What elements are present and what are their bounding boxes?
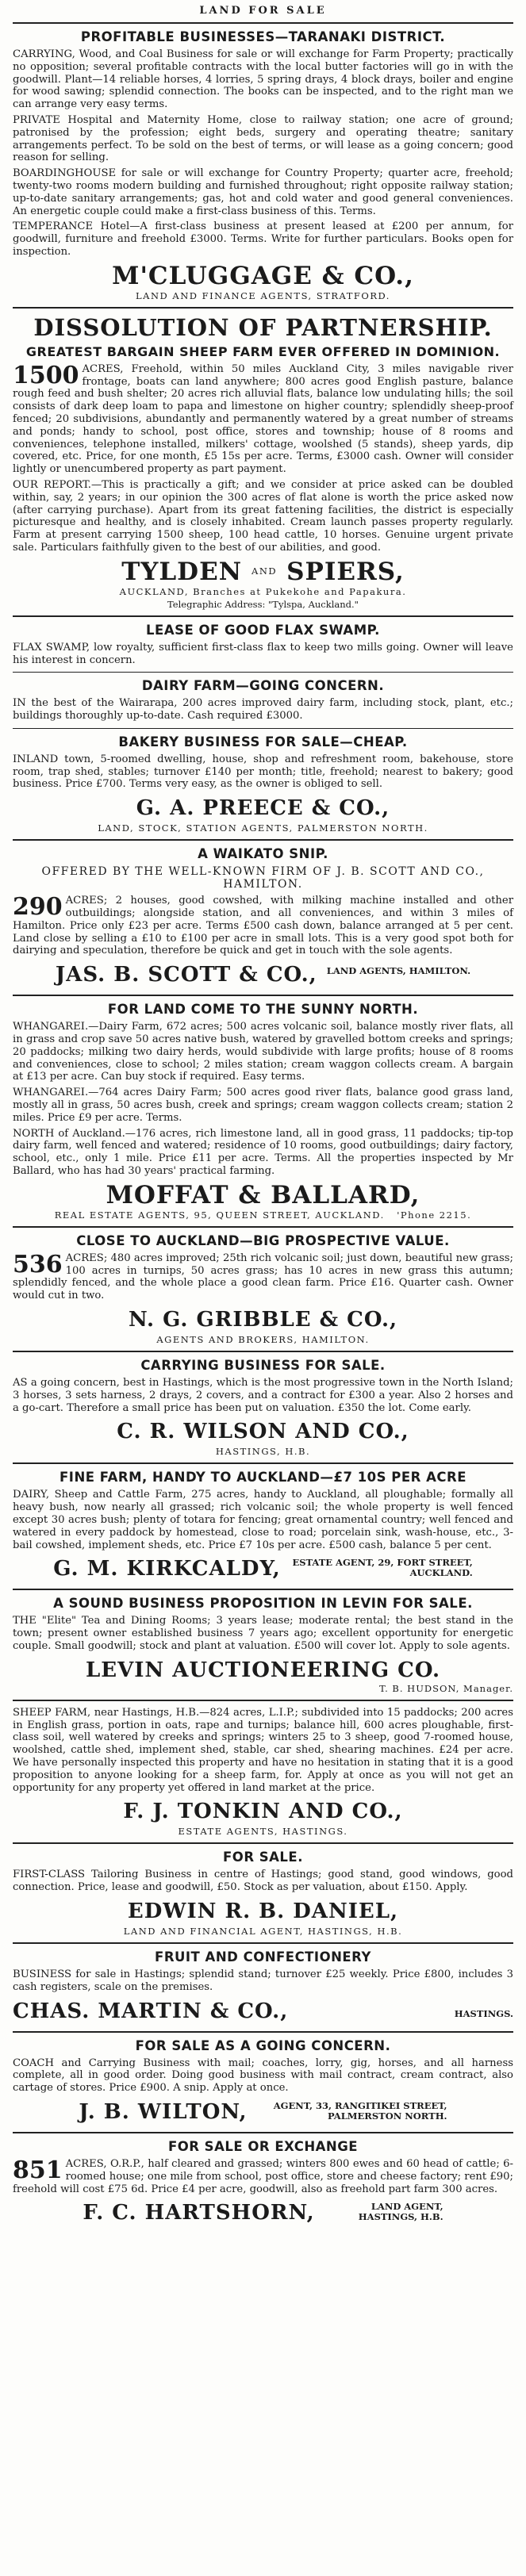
ad-fruit-confectionery	[13, 1949, 513, 2026]
divider	[13, 1942, 513, 1944]
divider	[13, 1589, 513, 1590]
ad-heading: CARRYING BUSINESS FOR SALE.	[140, 1358, 386, 1374]
masthead: LAND FOR SALE	[199, 5, 327, 17]
lead-number: 536	[13, 1250, 63, 1278]
ad-heading: FOR SALE AS A GOING CONCERN.	[135, 2037, 391, 2053]
firm-phone: 'Phone 2215.	[397, 1209, 472, 1221]
ad-heading: CLOSE TO AUCKLAND—BIG PROSPECTIVE VALUE.	[76, 1232, 450, 1248]
ad-paragraph: TEMPERANCE Hotel—A first-class business at present leased at £200 per annum, for goodwill, furniture and freehold £3000. Terms. Write for further particulars. Books open for inspection.	[13, 220, 513, 258]
firm-subtitle: HASTINGS, H.B.	[215, 1446, 311, 1458]
ad-tailoring-business	[13, 1850, 513, 1937]
firm-name: J. B. WILTON,	[79, 2099, 248, 2124]
firm-name: M'CLUGGAGE & CO.,	[112, 261, 414, 290]
ad-bakery	[13, 734, 513, 834]
ad-paragraph: IN the best of the Wairarapa, 200 acres improved dairy farm, including stock, plant, etc.; buildings thoroughly up-to-date. Cash required £3000.	[13, 697, 513, 723]
ad-heading: DISSOLUTION OF PARTNERSHIP.	[33, 313, 493, 341]
firm-row	[13, 2198, 513, 2227]
ad-heading: A WAIKATO SNIP.	[198, 846, 328, 862]
firm-row	[13, 960, 513, 989]
lead-number: 851	[13, 2156, 63, 2184]
ad-coach-business	[13, 2038, 513, 2126]
ad-heading: A SOUND BUSINESS PROPOSITION IN LEVIN FOR SALE.	[53, 1596, 473, 1612]
ad-paragraph: DAIRY, Sheep and Cattle Farm, 275 acres, handy to Auckland, all ploughable; formally all heavy bush, now nearly all grassed; rich volcanic soil; the whole property is well fenced except 30 acres bush; plenty of totara for fencing; great ornamental country; well fenced and watered in every paddock by homestead, close to road; porcelain sink, wash-house, etc., 3-bail cowshed, implement sheds, etc. Price £7 10s per acre. £500 cash, balance 5 per cent.	[13, 1489, 513, 1551]
firm-aside: HASTINGS.	[454, 2007, 513, 2019]
ad-paragraph-text: ACRES; 2 houses, good cowshed, with milking machine installed and other outbuildings; alongside station, and all conveniences, and within 3 miles of Hamilton. Price only £23 per acre. Terms £500 cash down, balance arranged at 5 per cent. Land close by selling a £10 to £100 per acre in small lots. This is a very good spot both for dairying and speculation, therefore be quick and get in touch with the sole agents.	[13, 895, 513, 957]
firm-row	[13, 1554, 513, 1583]
ad-flax-swamp	[13, 623, 513, 667]
ad-paragraph: OUR REPORT.—This is practically a gift; and we consider at price asked can be doubled within, say, 2 years; in our opinion the 300 acres of flat alone is worth the price asked now (after carrying purchase). Apart from its great fattening facilities, the district is especially picturesque and healthy, and is closely inhabited. Cream launch passes property regularly. Farm at present carrying 1500 sheep, 100 head cattle, 10 horses. Genuine urgent private sale. Particulars faithfully given to the best of our abilities, and good.	[13, 478, 513, 554]
firm-address: REAL ESTATE AGENTS, 95, QUEEN STREET, AUCKLAND.	[54, 1209, 385, 1221]
divider	[13, 1226, 513, 1228]
divider	[13, 615, 513, 617]
firm-row	[13, 558, 513, 586]
divider	[13, 995, 513, 996]
ad-paragraph: BUSINESS for sale in Hastings; splendid stand; turnover £25 weekly. Price £800, includes 3 cash registers, scale on the premises.	[13, 1968, 513, 1993]
ad-waikato-snip	[13, 846, 513, 989]
firm-aside: ESTATE AGENT, 29, FORT STREET, AUCKLAND.	[292, 1557, 473, 1579]
lead-number: 1500	[13, 361, 79, 389]
ad-subheading: GREATEST BARGAIN SHEEP FARM EVER OFFERED IN DOMINION.	[25, 343, 501, 359]
divider	[13, 1462, 513, 1464]
divider	[13, 22, 513, 24]
firm-name: G. A. PREECE & CO.,	[136, 796, 390, 821]
ad-levin-business	[13, 1596, 513, 1693]
ad-heading: FINE FARM, HANDY TO AUCKLAND—£7 10S PER ACRE	[60, 1470, 466, 1485]
ad-heading: PROFITABLE BUSINESSES—TARANAKI DISTRICT.	[80, 29, 446, 44]
firm-and: AND	[251, 565, 278, 577]
firm-name: G. M. KIRKCALDY,	[53, 1557, 281, 1581]
firm-subtitle: LAND AND FINANCIAL AGENT, HASTINGS, H.B.	[123, 1925, 403, 1937]
ad-paragraph-text: ACRES, Freehold, within 50 miles Auckland City, 3 miles navigable river frontage, boats can land anywhere; 800 acres good English pasture, balance rough feed and bush shelter; 20 acres rich alluvial flats, balance low undulating hills; the soil consists of dark deep loam to papa and limestone on higher country; splendidly sheep-proof fenced; 20 subdivisions, abundantly and permanently watered by a great number of streams and ponds; handy to school, post office, stores and township; house of 8 rooms and conveniences, telephone installed, milkers' cottage, woolshed (5 stands), sheep yards, dip covered, etc. Price, for one month, £5 15s per acre. Terms, £3000 cash. Owner will consider lightly or unencumbered property as part payment.	[13, 362, 513, 476]
ad-close-to-auckland	[13, 1233, 513, 1345]
divider	[13, 2031, 513, 2033]
ad-heading: FRUIT AND CONFECTIONERY	[155, 1949, 371, 1965]
ad-paragraph: WHANGAREI.—Dairy Farm, 672 acres; 500 acres volcanic soil, balance mostly river flats, all in grass and crop save 50 acres native bush, watered by gravelled bottom creeks and springs; 20 paddocks; milking two dairy herds, would subdivide with large profits; house of 8 rooms and conveniences, close to school; 2 miles station; cream waggon collects cream. A bargain at £13 per acre. Can buy stock if required. Easy terms.	[13, 1021, 513, 1083]
ad-heading: BAKERY BUSINESS FOR SALE—CHEAP.	[118, 734, 408, 749]
firm-subtitle: LAND AND FINANCE AGENTS, STRATFORD.	[136, 289, 390, 301]
firm-name: MOFFAT & BALLARD,	[106, 1180, 420, 1209]
ad-paragraph	[13, 2158, 513, 2195]
divider	[13, 1351, 513, 1352]
firm-name: F. J. TONKIN AND CO.,	[123, 1800, 403, 1824]
firm-name-right: SPIERS,	[286, 557, 405, 586]
ad-taranaki-businesses	[13, 29, 513, 301]
firm-subtitle	[13, 1209, 513, 1221]
firm-name: F. C. HARTSHORN,	[83, 2201, 315, 2225]
ad-paragraph	[13, 1252, 513, 1302]
ad-paragraph: THE "Elite" Tea and Dining Rooms; 3 years lease; moderate rental; the best stand in the town; present owner established business 7 years ago; excellent opportunity for energetic couple. Small goodwill; stock and plant at valuation. £500 will cover lot. Apply to sole agents.	[13, 1615, 513, 1652]
ad-dairy-farm	[13, 678, 513, 723]
telegraphic-address: Telegraphic Address: "Tylspa, Auckland."	[167, 598, 359, 610]
firm-subtitle: AUCKLAND, Branches at Pukekohe and Papakura.	[119, 585, 407, 597]
firm-name-left: TYLDEN	[121, 557, 243, 586]
firm-name: EDWIN R. B. DANIEL,	[127, 1899, 399, 1923]
firm-aside: LAND AGENTS, HAMILTON.	[326, 965, 471, 977]
firm-name: C. R. WILSON AND CO.,	[117, 1420, 409, 1444]
ad-paragraph: BOARDINGHOUSE for sale or will exchange for Country Property; quarter acre, freehold; twenty-two rooms modern building and furnished throughout; right opposite railway station; up-to-date sanitary arrangements; gas, hot and cold water and good general conveniences. An energetic couple could make a first-class business of this. Terms.	[13, 167, 513, 217]
ad-paragraph: CARRYING, Wood, and Coal Business for sale or will exchange for Farm Property; practically no opposition; several profitable contracts with the local butter factories will go in with the goodwill. Plant—14 reliable horses, 4 lorries, 5 spring drays, 4 block drays, boiler and engine for wood sawing; splendid connection. The books can be inspected, and to the right man we can arrange very easy terms.	[13, 48, 513, 111]
firm-name: CHAS. MARTIN & CO.,	[13, 1999, 289, 2023]
divider	[13, 2132, 513, 2133]
firm-name: JAS. B. SCOTT & CO.,	[55, 963, 317, 987]
ad-paragraph: COACH and Carrying Business with mail; coaches, lorry, gig, horses, and all harness complete, all in good order. Doing good business with mail contract, cream contract, also cartage of stores. Price £900. A snip. Apply at once.	[13, 2057, 513, 2095]
ad-paragraph: SHEEP FARM, near Hastings, H.B.—824 acres, L.I.P.; subdivided into 15 paddocks; 200 acres in English grass, portion in oats, rape and turnips; balance hill, 600 acres ploughable, first-class soil, well watered by creeks and springs; winters 25 to 3 sheep, good 7-roomed house, woolshed, cattle shed, implement shed, stable, car shed, shearing machines. £24 per acre. We have personally inspected this property and have no hesitation in stating that it is a good proposition to anyone looking for a sheep farm, for. Apply at once as you will not get an opportunity for any property yet offered in land market at the price.	[13, 1706, 513, 1794]
divider	[13, 728, 513, 729]
firm-row	[13, 1997, 513, 2026]
ad-paragraph-text: ACRES; 480 acres improved; 25th rich volcanic soil; just down, beautiful new grass; 100 acres in turnips, 50 acres grass; has 10 acres in new grass this autumn; splendidly fenced, and the whole place a good clean farm. Price £16. Quarter cash. Owner would cut in two.	[13, 1252, 513, 1302]
ad-subheading: OFFERED BY THE WELL-KNOWN FIRM OF J. B. SCOTT AND CO., HAMILTON.	[41, 865, 485, 891]
ad-paragraph: FIRST-CLASS Tailoring Business in centre of Hastings; good stand, good windows, good connection. Price, lease and goodwill, £50. Stock as per valuation, about £150. Apply.	[13, 1869, 513, 1894]
ad-paragraph: INLAND town, 5-roomed dwelling, house, shop and refreshment room, bakehouse, store room, trap shed, stables; turnover £140 per month; title, freehold; nearest to bakery; good business. Price £700. Terms very easy, as the owner is obliged to sell.	[13, 753, 513, 791]
firm-subtitle: LAND, STOCK, STATION AGENTS, PALMERSTON NORTH.	[98, 822, 428, 834]
ad-paragraph-text: ACRES, O.R.P., half cleared and grassed; winters 800 ewes and 60 head of cattle; 6-roomed house; one mile from school, post office, store and cheese factory; rent £90; freehold will cost £75 6d. Price £4 per acre, goodwill, also as freehold part farm 300 acres.	[13, 2157, 513, 2195]
firm-row	[13, 2098, 513, 2126]
ad-paragraph: AS a going concern, best in Hastings, which is the most progressive town in the North Island; 3 horses, 3 sets harness, 2 drays, 2 covers, and a contract for £300 a year. Also 2 horses and a go-cart. Therefore a small price has been put on valuation. £350 the lot. Come early.	[13, 1377, 513, 1414]
ad-paragraph: NORTH of Auckland.—176 acres, rich limestone land, all in good grass, 11 paddocks; tip-top dairy farm, well fenced and watered; residence of 10 rooms, good outbuildings; dairy factory, school, etc., only 1 mile. Price £11 per acre. Terms. All the properties inspected by Mr Ballard, who has had 30 years' practical farming.	[13, 1127, 513, 1178]
ad-sheep-farm-hastings	[13, 1707, 513, 1838]
divider	[13, 672, 513, 673]
ad-heading: FOR LAND COME TO THE SUNNY NORTH.	[107, 1002, 419, 1018]
ad-heading: DAIRY FARM—GOING CONCERN.	[141, 678, 385, 694]
divider	[13, 1842, 513, 1844]
ad-paragraph	[13, 895, 513, 957]
ad-fine-farm-auckland	[13, 1470, 513, 1583]
ad-sale-or-exchange	[13, 2139, 513, 2227]
ad-paragraph: PRIVATE Hospital and Maternity Home, close to railway station; one acre of ground; patronised by the profession; eight beds, surgery and operating theatre; sanitary arrangements perfect. To be sold on the best of terms, or will lease as a going concern; good reason for selling.	[13, 113, 513, 164]
divider	[13, 1700, 513, 1701]
ad-heading: FOR SALE OR EXCHANGE	[167, 2138, 359, 2154]
lead-number: 290	[13, 893, 63, 922]
divider	[13, 307, 513, 309]
firm-subtitle: AGENTS AND BROKERS, HAMILTON.	[156, 1334, 370, 1346]
ad-heading: LEASE OF GOOD FLAX SWAMP.	[146, 622, 380, 638]
ad-paragraph: WHANGAREI.—764 acres Dairy Farm; 500 acres good river flats, balance good grass land, mostly all in grass, 50 acres bush, creek and springs; cream waggon collects cream; station 2 miles. Price £9 per acre. Terms.	[13, 1087, 513, 1124]
firm-subtitle: ESTATE AGENTS, HASTINGS.	[178, 1826, 348, 1838]
firm-aside: AGENT, 33, RANGITIKEI STREET, PALMERSTON NORTH.	[273, 2099, 447, 2122]
ad-sunny-north	[13, 1002, 513, 1221]
ad-dissolution-partnership	[13, 314, 513, 610]
ad-carrying-business	[13, 1358, 513, 1457]
firm-name: LEVIN AUCTIONEERING CO.	[85, 1658, 440, 1682]
firm-aside: LAND AGENT, HASTINGS, H.B.	[358, 2201, 443, 2223]
firm-manager: T. B. HUDSON, Manager.	[379, 1682, 513, 1694]
divider	[13, 839, 513, 841]
ad-heading: FOR SALE.	[223, 1850, 303, 1865]
ad-paragraph: FLAX SWAMP, low royalty, sufficient first-class flax to keep two mills going. Owner will leave his interest in concern.	[13, 641, 513, 666]
ad-paragraph	[13, 363, 513, 476]
firm-name: N. G. GRIBBLE & CO.,	[128, 1308, 398, 1332]
